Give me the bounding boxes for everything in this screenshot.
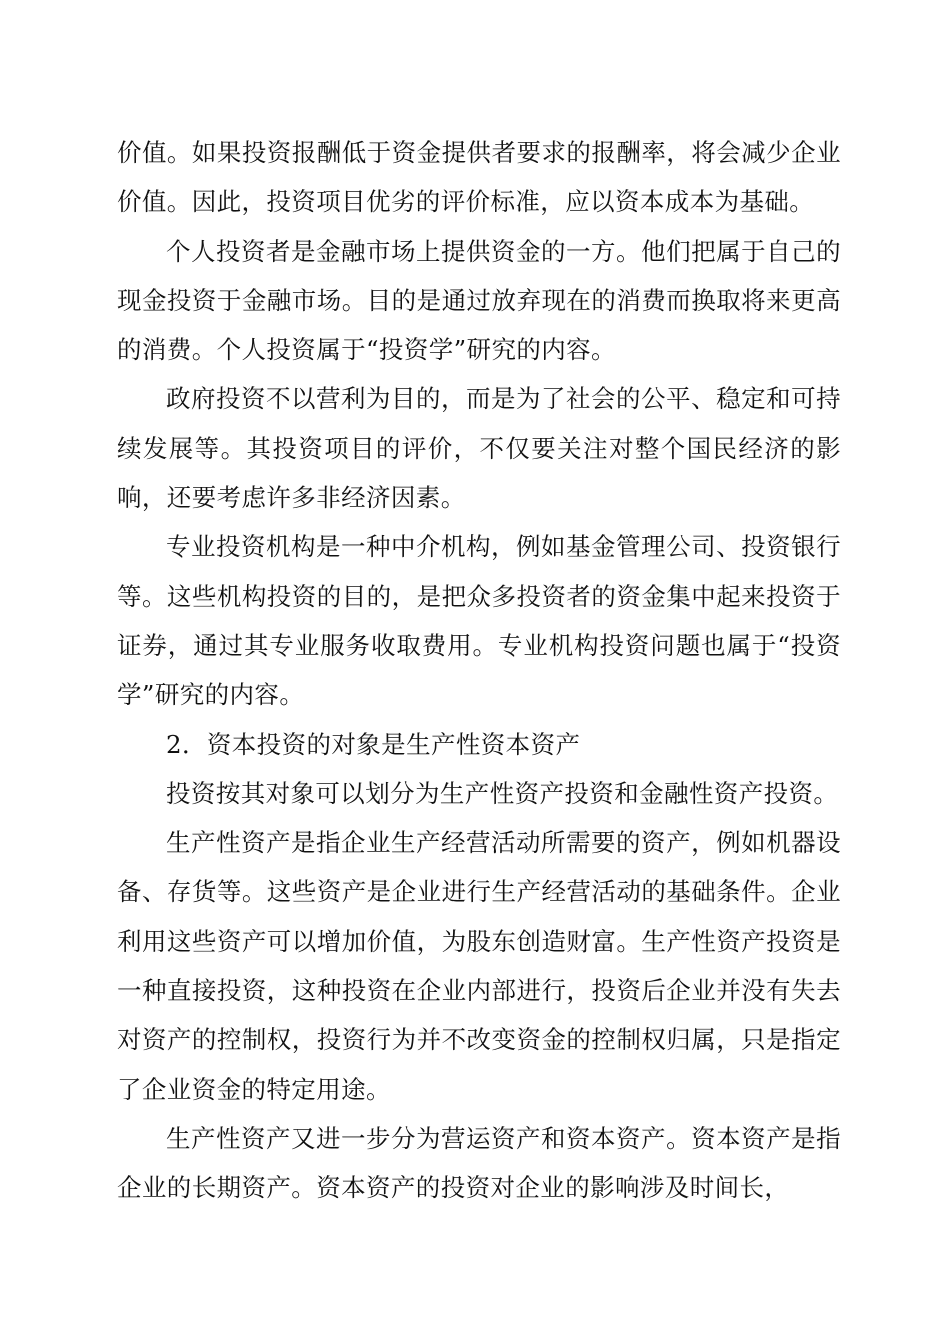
- paragraph-productive-assets: 生产性资产是指企业生产经营活动所需要的资产，例如机器设备、存货等。这些资产是企业进行生产经营活动的基础条件。企业利用这些资产可以增加价值，为股东创造财富。生产性资产投资是一种直接投资，这种投资在企业内部进行，投资后企业并没有失去对资产的控制权，投资行为并不改变资金的控制权归属，只是指定了企业资金的特定用途。: [117, 828, 841, 1104]
- paragraph-investment-classification: 投资按其对象可以划分为生产性资产投资和金融性资产投资。: [166, 778, 839, 808]
- document-body: [117, 128, 841, 1213]
- paragraph-capital-assets: 生产性资产又进一步分为营运资产和资本资产。资本资产是指企业的长期资产。资本资产的投资对企业的影响涉及时间长，: [117, 1123, 841, 1203]
- paragraph-individual-investors: 个人投资者是金融市场上提供资金的一方。他们把属于自己的现金投资于金融市场。目的是通过放弃现在的消费而换取将来更高的消费。个人投资属于“投资学”研究的内容。: [117, 236, 841, 365]
- paragraph-professional-institutions: 专业投资机构是一种中介机构，例如基金管理公司、投资银行等。这些机构投资的目的，是把众多投资者的资金集中起来投资于证券，通过其专业服务收取费用。专业机构投资问题也属于“投资学”研究的内容。: [117, 532, 841, 710]
- paragraph-continuation: 价值。如果投资报酬低于资金提供者要求的报酬率，将会减少企业价值。因此，投资项目优劣的评价标准，应以资本成本为基础。: [117, 138, 841, 217]
- paragraph-government-investment: 政府投资不以营利为目的，而是为了社会的公平、稳定和可持续发展等。其投资项目的评价，不仅要关注对整个国民经济的影响，还要考虑许多非经济因素。: [117, 384, 841, 513]
- section-heading: 2．资本投资的对象是生产性资本资产: [166, 729, 581, 759]
